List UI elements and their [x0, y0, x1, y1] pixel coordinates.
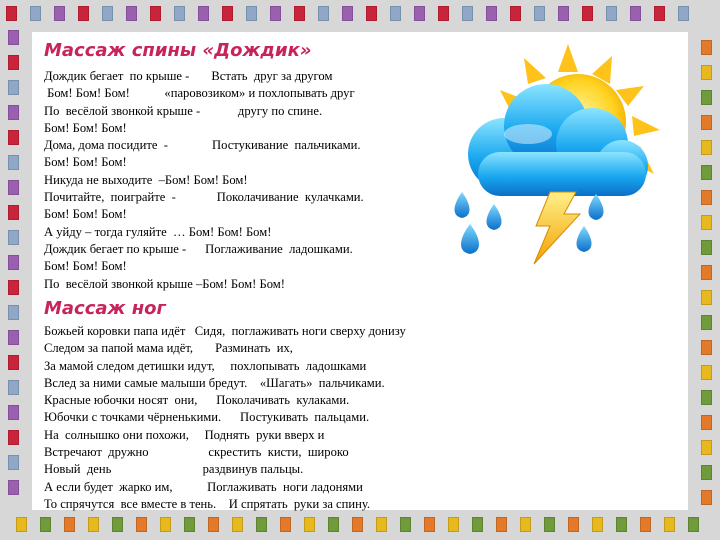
frame-tile [8, 180, 19, 195]
frame-tile [160, 517, 171, 532]
text-line: Бом! Бом! Бом! [44, 259, 127, 274]
frame-tile [8, 105, 19, 120]
text-line: Дома, дома посидите - Постукивание пальчиками. [44, 138, 361, 153]
frame-tile [534, 6, 545, 21]
frame-tile [8, 480, 19, 495]
text-line: Юбочки с точками чёрненькими. Постукивать пальцами. [44, 410, 370, 425]
frame-tile [390, 6, 401, 21]
text-line: Бом! Бом! Бом! [44, 120, 127, 135]
text-line: Почитайте, поиграйте - Поколачивание кулачками. [44, 190, 364, 205]
text-line: За мамой следом детишки идут, похлопывать ладошками [44, 358, 367, 373]
frame-tile [510, 6, 521, 21]
frame-tile [701, 390, 712, 405]
frame-tile [88, 517, 99, 532]
frame-tile [582, 6, 593, 21]
frame-tile [8, 455, 19, 470]
frame-tile [222, 6, 233, 21]
frame-tile [701, 290, 712, 305]
frame-tile [8, 280, 19, 295]
text-line: Дождик бегает по крыше - Встать друг за другом [44, 69, 333, 83]
frame-tile [701, 215, 712, 230]
text-line: На солнышко они похожи, Поднять руки вверх и [44, 427, 325, 442]
frame-tile [8, 55, 19, 70]
frame-tile [8, 430, 19, 445]
frame-tile [304, 517, 315, 532]
back-massage-text [44, 68, 364, 293]
text-line: По весёлой звонкой крыше –Бом! Бом! Бом! [44, 276, 285, 291]
frame-tile [558, 6, 569, 21]
frame-tile [8, 305, 19, 320]
frame-tile [150, 6, 161, 21]
frame-tile [701, 190, 712, 205]
frame-tile [701, 240, 712, 255]
frame-tile [701, 490, 712, 505]
frame-tile [8, 405, 19, 420]
text-line: А если будет жарко им, Поглаживать ноги ладонями [44, 479, 363, 494]
text-line: Дождик бегает по крыше - Поглаживание ладошками. [44, 241, 353, 256]
frame-tile [8, 355, 19, 370]
frame-tile [8, 130, 19, 145]
frame-tile [701, 265, 712, 280]
frame-tile [294, 6, 305, 21]
text-line: Встречают дружно скрестить кисти, широко [44, 445, 349, 460]
frame-tile [40, 517, 51, 532]
frame-tile [184, 517, 195, 532]
rain-drops [455, 192, 604, 254]
frame-tile [701, 440, 712, 455]
frame-tile [544, 517, 555, 532]
frame-tile [701, 90, 712, 105]
frame-tile [8, 80, 19, 95]
frame-tile [126, 6, 137, 21]
frame-tile [400, 517, 411, 532]
frame-tile [654, 6, 665, 21]
frame-tile [496, 517, 507, 532]
frame-tile [8, 330, 19, 345]
text-line: Бом! Бом! Бом! [44, 155, 127, 170]
frame-tile [592, 517, 603, 532]
frame-tile [8, 205, 19, 220]
text-line: Божьей коровки папа идёт Сидя, поглаживать ноги сверху донизу [44, 324, 406, 338]
frame-tile [174, 6, 185, 21]
frame-tile [640, 517, 651, 532]
frame-tile [328, 517, 339, 532]
frame-tile [701, 365, 712, 380]
frame-tile [8, 30, 19, 45]
lightning-bolt [534, 192, 580, 264]
frame-tile [438, 6, 449, 21]
frame-tile [701, 465, 712, 480]
text-line: Вслед за ними самые малыши бредут. «Шагать» пальчиками. [44, 375, 385, 390]
section-title-back-massage: Массаж спины «Дождик» [44, 40, 312, 61]
frame-tile [64, 517, 75, 532]
frame-tile [366, 6, 377, 21]
frame-tile [78, 6, 89, 21]
frame-tile [246, 6, 257, 21]
frame-tile [701, 315, 712, 330]
frame-tile [606, 6, 617, 21]
text-line: То спрячутся все вместе в тень. И спрятать руки за спину. [44, 496, 371, 511]
frame-tile [568, 517, 579, 532]
frame-tile [270, 6, 281, 21]
text-line: Бом! Бом! Бом! «паровозиком» и похлопывать друг [44, 86, 355, 101]
text-line: По весёлой звонкой крыше - другу по спине. [44, 103, 323, 118]
frame-tile [352, 517, 363, 532]
frame-tile [424, 517, 435, 532]
frame-tile [462, 6, 473, 21]
frame-tile [232, 517, 243, 532]
frame-tile [376, 517, 387, 532]
text-line: Красные юбочки носят они, Поколачивать кулаками. [44, 393, 350, 408]
frame-tile [701, 140, 712, 155]
text-line: Новый день раздвинув пальцы. [44, 462, 304, 477]
frame-tile [8, 380, 19, 395]
frame-tile [318, 6, 329, 21]
frame-tile [208, 517, 219, 532]
frame-tile [8, 155, 19, 170]
frame-tile [136, 517, 147, 532]
frame-tile [701, 340, 712, 355]
section-title-leg-massage: Массаж ног [44, 298, 166, 319]
frame-tile [54, 6, 65, 21]
text-line: Бом! Бом! Бом! [44, 207, 127, 222]
frame-tile [280, 517, 291, 532]
frame-tile [198, 6, 209, 21]
frame-tile [8, 230, 19, 245]
frame-tile [342, 6, 353, 21]
frame-tile [701, 65, 712, 80]
frame-tile [616, 517, 627, 532]
frame-tile [8, 255, 19, 270]
frame-tile [486, 6, 497, 21]
frame-tile [112, 517, 123, 532]
frame-tile [30, 6, 41, 21]
frame-tile [448, 517, 459, 532]
text-line: А уйду – тогда гуляйте … Бом! Бом! Бом! [44, 224, 272, 239]
text-line: Никуда не выходите –Бом! Бом! Бом! [44, 172, 248, 187]
frame-tile [664, 517, 675, 532]
frame-tile [688, 517, 699, 532]
text-line: Следом за папой мама идёт, Разминать их, [44, 341, 293, 356]
frame-tile [16, 517, 27, 532]
frame-tile [678, 6, 689, 21]
frame-tile [701, 40, 712, 55]
frame-tile [472, 517, 483, 532]
leg-massage-text [44, 323, 406, 513]
frame-tile [256, 517, 267, 532]
frame-tile [102, 6, 113, 21]
frame-tile [701, 115, 712, 130]
frame-tile [701, 165, 712, 180]
frame-tile [6, 6, 17, 21]
frame-tile [630, 6, 641, 21]
frame-tile [520, 517, 531, 532]
frame-tile [701, 415, 712, 430]
sun-cloud-rain-lightning-icon [446, 42, 678, 274]
frame-tile [414, 6, 425, 21]
